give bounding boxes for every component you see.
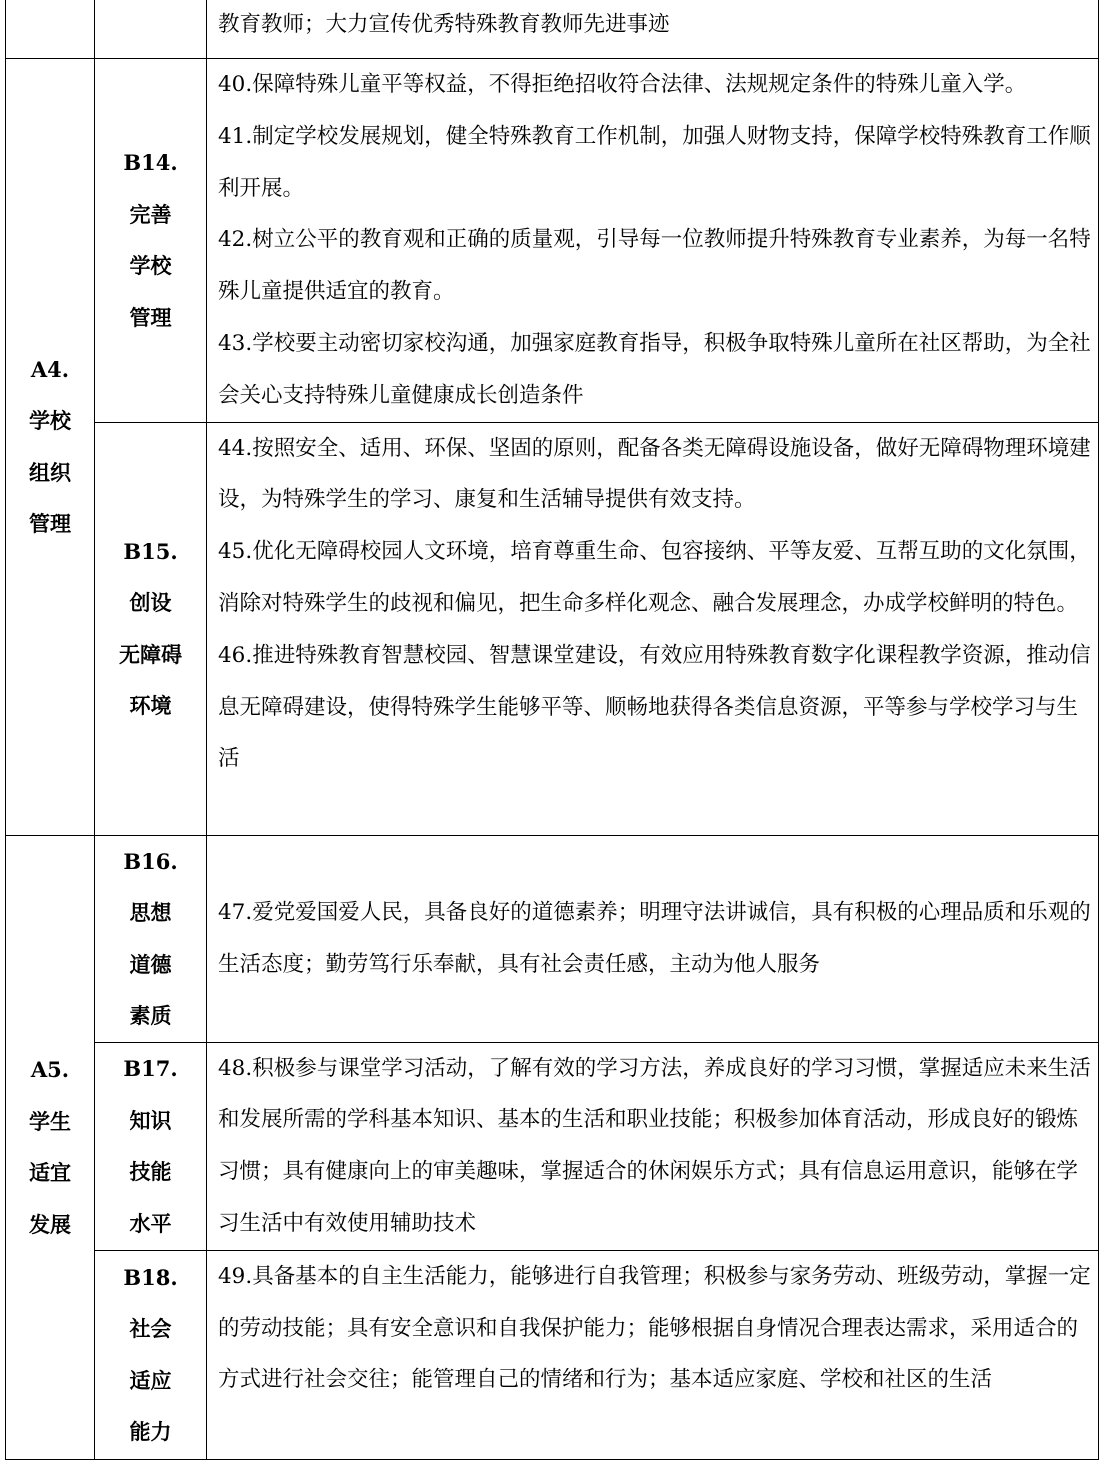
item-47: 47.爱党爱国爱人民，具备良好的道德素养；明理守法讲诚信，具有积极的心理品质和乐观的生活态度；勤劳笃行乐奉献，具有社会责任感，主动为他人服务 xyxy=(218,899,1091,977)
b14-title-line: 管理 xyxy=(129,304,172,330)
b15-title-line: 无障碍 xyxy=(119,641,182,667)
a5-label-cell xyxy=(6,835,95,1459)
b15-code: B15. xyxy=(123,538,178,564)
item-49: 49.具备基本的自主生活能力，能够进行自我管理；积极参与家务劳动、班级劳动，掌握一定的劳动技能；具有安全意识和自我保护能力；能够根据自身情况合理表达需求，采用适合的方式进行社会交往；能管理自己的情绪和行为；基本适应家庭、学校和社区的生活 xyxy=(218,1263,1091,1393)
cell-empty-b xyxy=(95,0,207,59)
b17-label-cell xyxy=(95,1042,207,1250)
b17-code: B17. xyxy=(123,1056,178,1082)
item-40: 40.保障特殊儿童平等权益，不得拒绝招收符合法律、法规规定条件的特殊儿童入学。 xyxy=(218,72,1027,97)
table-row-continued xyxy=(6,0,1099,59)
b15-title-line: 环境 xyxy=(129,693,172,719)
b15-label-cell xyxy=(95,422,207,835)
item-43: 43.学校要主动密切家校沟通，加强家庭教育指导，积极争取特殊儿童所在社区帮助，为全社会关心支持特殊儿童健康成长创造条件 xyxy=(218,330,1091,408)
a4-title-line: 组织 xyxy=(29,459,71,485)
a4-title-line: 学校 xyxy=(29,408,71,434)
item-48: 48.积极参与课堂学习活动，了解有效的学习方法，养成良好的学习习惯，掌握适应未来生活和发展所需的学科基本知识、基本的生活和职业技能；积极参加体育活动，形成良好的锻炼习惯；具有健康向上的审美趣味，掌握适合的休闲娱乐方式；具有信息运用意识，能够在学习生活中有效使用辅助技术 xyxy=(218,1055,1091,1236)
b18-code: B18. xyxy=(123,1264,178,1290)
item-44: 44.按照安全、适用、环保、坚固的原则，配备各类无障碍设施设备，做好无障碍物理环境建设，为特殊学生的学习、康复和生活辅导提供有效支持。 xyxy=(218,435,1091,513)
b15-content xyxy=(207,422,1099,835)
table-row-b14 xyxy=(6,59,1099,423)
b16-title-line: 素质 xyxy=(129,1003,172,1029)
carry-text: 教育教师；大力宣传优秀特殊教育教师先进事迹 xyxy=(218,12,670,37)
b17-title-line: 水平 xyxy=(129,1210,172,1236)
cell-carry-text xyxy=(207,0,1099,59)
b14-label-cell xyxy=(95,59,207,423)
b15-title-line: 创设 xyxy=(129,590,172,616)
b14-code: B14. xyxy=(123,150,178,176)
b14-content xyxy=(207,59,1099,423)
a5-title-line: 发展 xyxy=(29,1211,71,1237)
b17-title-line: 知识 xyxy=(129,1107,172,1133)
a5-title-line: 适宜 xyxy=(29,1160,71,1186)
item-41: 41.制定学校发展规划，健全特殊教育工作机制，加强人财物支持，保障学校特殊教育工作顺利开展。 xyxy=(218,123,1091,201)
a4-code: A4. xyxy=(30,356,70,382)
b16-code: B16. xyxy=(123,848,178,874)
a5-code: A5. xyxy=(30,1057,70,1083)
b14-title-line: 学校 xyxy=(129,253,172,279)
b16-content xyxy=(207,835,1099,1042)
evaluation-table xyxy=(5,0,1099,1460)
b18-label-cell xyxy=(95,1250,207,1459)
b18-title-line: 社会 xyxy=(129,1316,172,1342)
table-row-b16 xyxy=(6,835,1099,1042)
table-row-b18 xyxy=(6,1250,1099,1459)
b17-content xyxy=(207,1042,1099,1250)
cell-empty-a xyxy=(6,0,95,59)
item-46: 46.推进特殊教育智慧校园、智慧课堂建设，有效应用特殊教育数字化课程教学资源，推动信息无障碍建设，使得特殊学生能够平等、顺畅地获得各类信息资源，平等参与学校学习与生活 xyxy=(218,642,1091,772)
b18-title-line: 适应 xyxy=(129,1367,172,1393)
b14-title-line: 完善 xyxy=(129,201,172,227)
b18-title-line: 能力 xyxy=(129,1419,172,1445)
item-45: 45.优化无障碍校园人文环境，培育尊重生命、包容接纳、平等友爱、互帮互助的文化氛围，消除对特殊学生的歧视和偏见，把生命多样化观念、融合发展理念，办成学校鲜明的特色。 xyxy=(218,539,1091,616)
a4-title-line: 管理 xyxy=(29,511,71,537)
a5-title-line: 学生 xyxy=(29,1108,71,1134)
item-42: 42.树立公平的教育观和正确的质量观，引导每一位教师提升特殊教育专业素养，为每一名特殊儿童提供适宜的教育。 xyxy=(218,227,1091,305)
b17-title-line: 技能 xyxy=(129,1159,172,1185)
a4-label-cell xyxy=(6,59,95,836)
b16-label-cell xyxy=(95,835,207,1042)
table-row-b17 xyxy=(6,1042,1099,1250)
b16-title-line: 思想 xyxy=(129,900,172,926)
b16-title-line: 道德 xyxy=(129,951,172,977)
b18-content xyxy=(207,1250,1099,1459)
table-row-b15 xyxy=(6,422,1099,835)
